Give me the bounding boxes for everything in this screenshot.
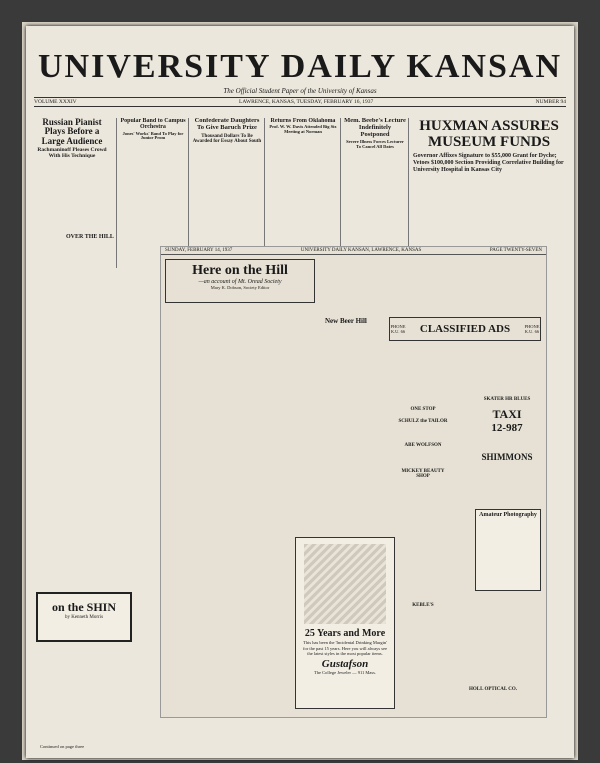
deck: Severe Illness Forces Lecturer To Cancel All Dates [346, 139, 404, 150]
dateline-bar [34, 97, 566, 107]
headline: Returns From Oklahoma [270, 118, 336, 124]
inset-date: SUNDAY, FEBRUARY 14, 1937 [165, 248, 233, 253]
over-the-hill: OVER THE HILL [66, 234, 114, 240]
wolfson-ad: ABE WOLFSON [404, 443, 442, 448]
skaters-ad: SKATER HR BLUES [483, 397, 531, 402]
lead-headline: HUXMAN ASSURES MUSEUM FUNDS [419, 118, 559, 150]
volume: VOLUME XXXIV [34, 99, 77, 105]
inset-page [160, 246, 547, 718]
gustafson-sub: The College Jeweler — 911 Mass. [313, 669, 377, 675]
shimmons-ad: SHIMMONS [481, 452, 533, 462]
inset-paper: UNIVERSITY DAILY KANSAN, LAWRENCE, KANSAS [300, 248, 422, 253]
optical-ad: HOLL OPTICAL CO. [469, 687, 517, 692]
deck: Jones' Works' Band To Play for Junior Prom [122, 130, 184, 141]
headline: Russian Pianist Plays Before a Large Audience [41, 118, 103, 146]
kebles-ad: KEBLE'S [412, 603, 434, 608]
shin-byline: by Kenneth Morris [64, 615, 104, 620]
mickey-ad: MICKEY BEAUTY SHOP [401, 469, 445, 479]
continued-note: Continued on page three [40, 744, 85, 749]
masthead-title: UNIVERSITY DAILY KANSAN [38, 48, 562, 85]
amateur-title: Amateur Photography [479, 512, 537, 518]
inset-header [161, 247, 546, 255]
dateline: LAWRENCE, KANSAS, TUESDAY, FEBRUARY 16, 1937 [239, 99, 374, 105]
hill-sub: —an account of Mt. Oread Society [198, 279, 282, 285]
deck: Thousand Dollars To Be Awarded for Essay About South [192, 133, 262, 144]
ad-25-title: 25 Years and More [304, 628, 386, 639]
classified-header [389, 317, 541, 341]
masthead [26, 48, 574, 95]
taxi-number: 12-987 [491, 422, 523, 434]
masthead-subtitle: The Official Student Paper of the University of Kansas [223, 87, 377, 95]
classified-title: CLASSIFIED ADS [419, 323, 511, 335]
schulz-ad: SCHULZ the TAILOR [398, 419, 448, 424]
hill-title: Here on the Hill [192, 263, 288, 278]
on-the-shin-box [36, 592, 132, 642]
gustafson-name: Gustafson [321, 657, 369, 670]
headline: Confederate Daughters To Give Baruch Prize [194, 118, 260, 131]
new-beer-hill: New Beer Hill [325, 317, 367, 325]
phone-right: PHONE K.U. 66 [524, 324, 540, 334]
one-stop: ONE STOP [410, 407, 436, 412]
hill-column-head [165, 259, 315, 303]
lead-deck: Governor Affixes Signature to $55,000 Grant for Dyche; Vetoes $100,000 Section Providing Correlative Building for University Hospital in Kansas City [413, 153, 564, 173]
ad-25-body: This has been the 'Incidental Drinking Margin' for the past 15 years. Here you will always see the latest styles in the most popular items. [303, 640, 387, 656]
inset-page-number: PAGE TWENTY-SEVEN [489, 248, 542, 253]
shin-title: on the SHIN [51, 600, 116, 614]
gustafson-ad [295, 537, 395, 709]
amateur-photo-ad [475, 509, 541, 591]
deck: Rachmaninoff Pleases Crowd With His Technique [37, 147, 107, 160]
deck: Prof. W. W. Davis Attended Big Six Meeting at Norman [269, 124, 337, 135]
headline: Popular Band to Campus Orchestra [120, 118, 186, 131]
issue-number: NUMBER 94 [535, 99, 566, 105]
headline: Mem. Beebe's Lecture Indefinitely Postponed [344, 118, 406, 138]
taxi-title: TAXI [492, 407, 522, 421]
taxi-ad [473, 407, 541, 434]
hill-byline: Mary K. Dobson, Society Editor [210, 285, 270, 290]
carriage-illustration [304, 544, 386, 624]
phone-left: PHONE K.U. 66 [390, 324, 406, 334]
newspaper-page [26, 26, 574, 758]
